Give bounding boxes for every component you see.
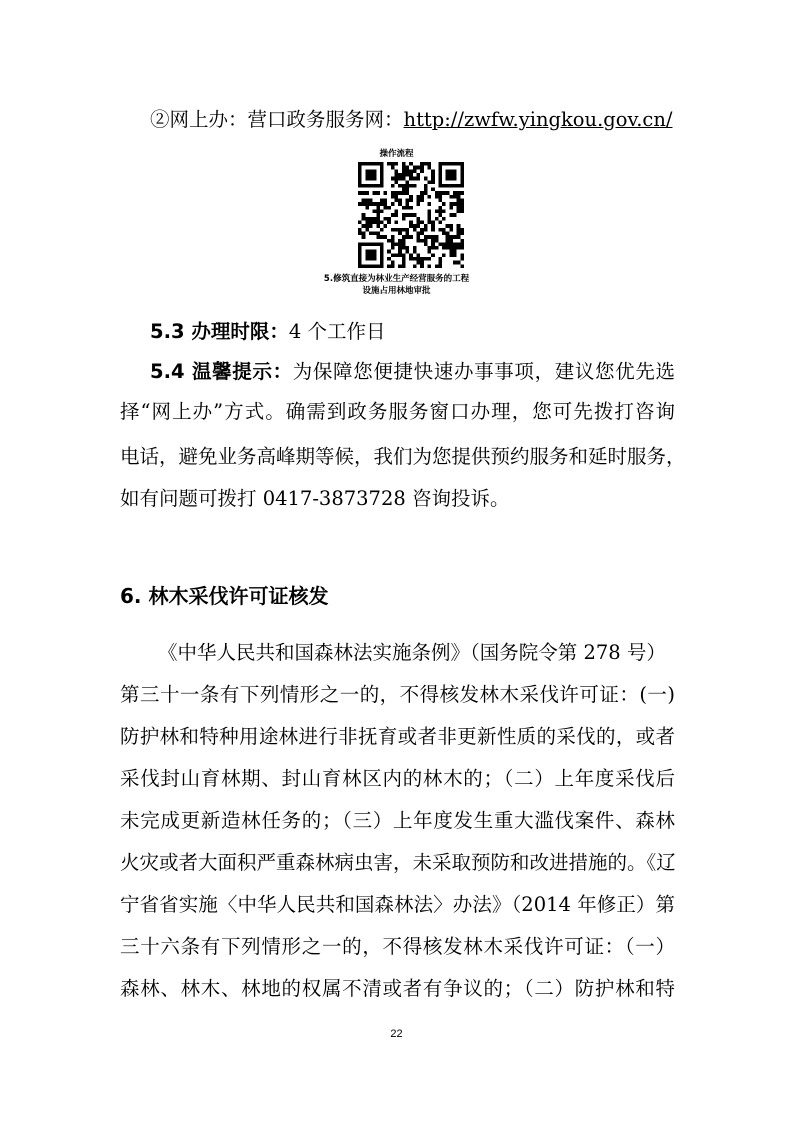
section-5-4-line-3: 电话，避免业务高峰期等候，我们为您提供预约服务和延时服务， [120, 445, 686, 468]
page-number: 22 [390, 1028, 403, 1040]
section-5-3-text: 4 个工作日 [288, 320, 386, 343]
qr-top-caption: 操作流程 [379, 149, 414, 159]
section-5-3 [150, 316, 385, 344]
section-5-4-label: 5.4 温馨提示： [150, 360, 293, 383]
section-6-line-1: 《中华人民共和国森林法实施条例》（国务院令第 278 号） [158, 641, 666, 664]
qr-bottom-caption-line-1: 5.修筑直接为林业生产经营服务的工程 [323, 274, 470, 284]
qr-code-image[interactable] [358, 162, 464, 268]
section-5-3-label: 5.3 办理时限： [150, 320, 289, 343]
online-service-link[interactable]: http://zwfw.yingkou.gov.cn/ [403, 108, 673, 131]
section-6-line-7: 宁省省实施〈中华人民共和国森林法〉办法》（2014 年修正）第 [120, 893, 675, 916]
qr-bottom-caption-line-2: 设施占用林地审批 [362, 286, 431, 296]
section-6-heading: 6. 林木采伐许可证核发 [120, 584, 329, 608]
section-6-line-5: 未完成更新造林任务的；（三）上年度发生重大滥伐案件、森林 [120, 809, 675, 832]
section-5-4-line-2: 择“网上办”方式。确需到政务服务窗口办理，您可先拨打咨询 [120, 400, 675, 423]
section-5-4-text: 为保障您便捷快速办事事项，建议您优先选 [292, 360, 675, 383]
online-service-prefix: ②网上办：营口政务服务网： [150, 108, 404, 131]
section-5-4-line-1 [150, 356, 675, 384]
section-6-line-3: 防护林和特种用途林进行非抚育或者非更新性质的采伐的，或者 [120, 725, 675, 748]
section-6-line-4: 采伐封山育林期、封山育林区内的林木的；（二）上年度采伐后 [120, 767, 675, 790]
section-6-line-2: 第三十一条有下列情形之一的，不得核发林木采伐许可证：(一) [120, 683, 675, 706]
section-5-4-line-4: 如有问题可拨打 0417-3873728 咨询投诉。 [120, 487, 510, 510]
section-6-line-8: 三十六条有下列情形之一的，不得核发林木采伐许可证：（一） [120, 935, 675, 958]
section-6-line-9: 森林、林木、林地的权属不清或者有争议的；（二）防护林和特 [120, 977, 675, 1000]
section-6-line-6: 火灾或者大面积严重森林病虫害，未采取预防和改进措施的。《辽 [120, 851, 676, 874]
online-service-line [150, 104, 672, 132]
